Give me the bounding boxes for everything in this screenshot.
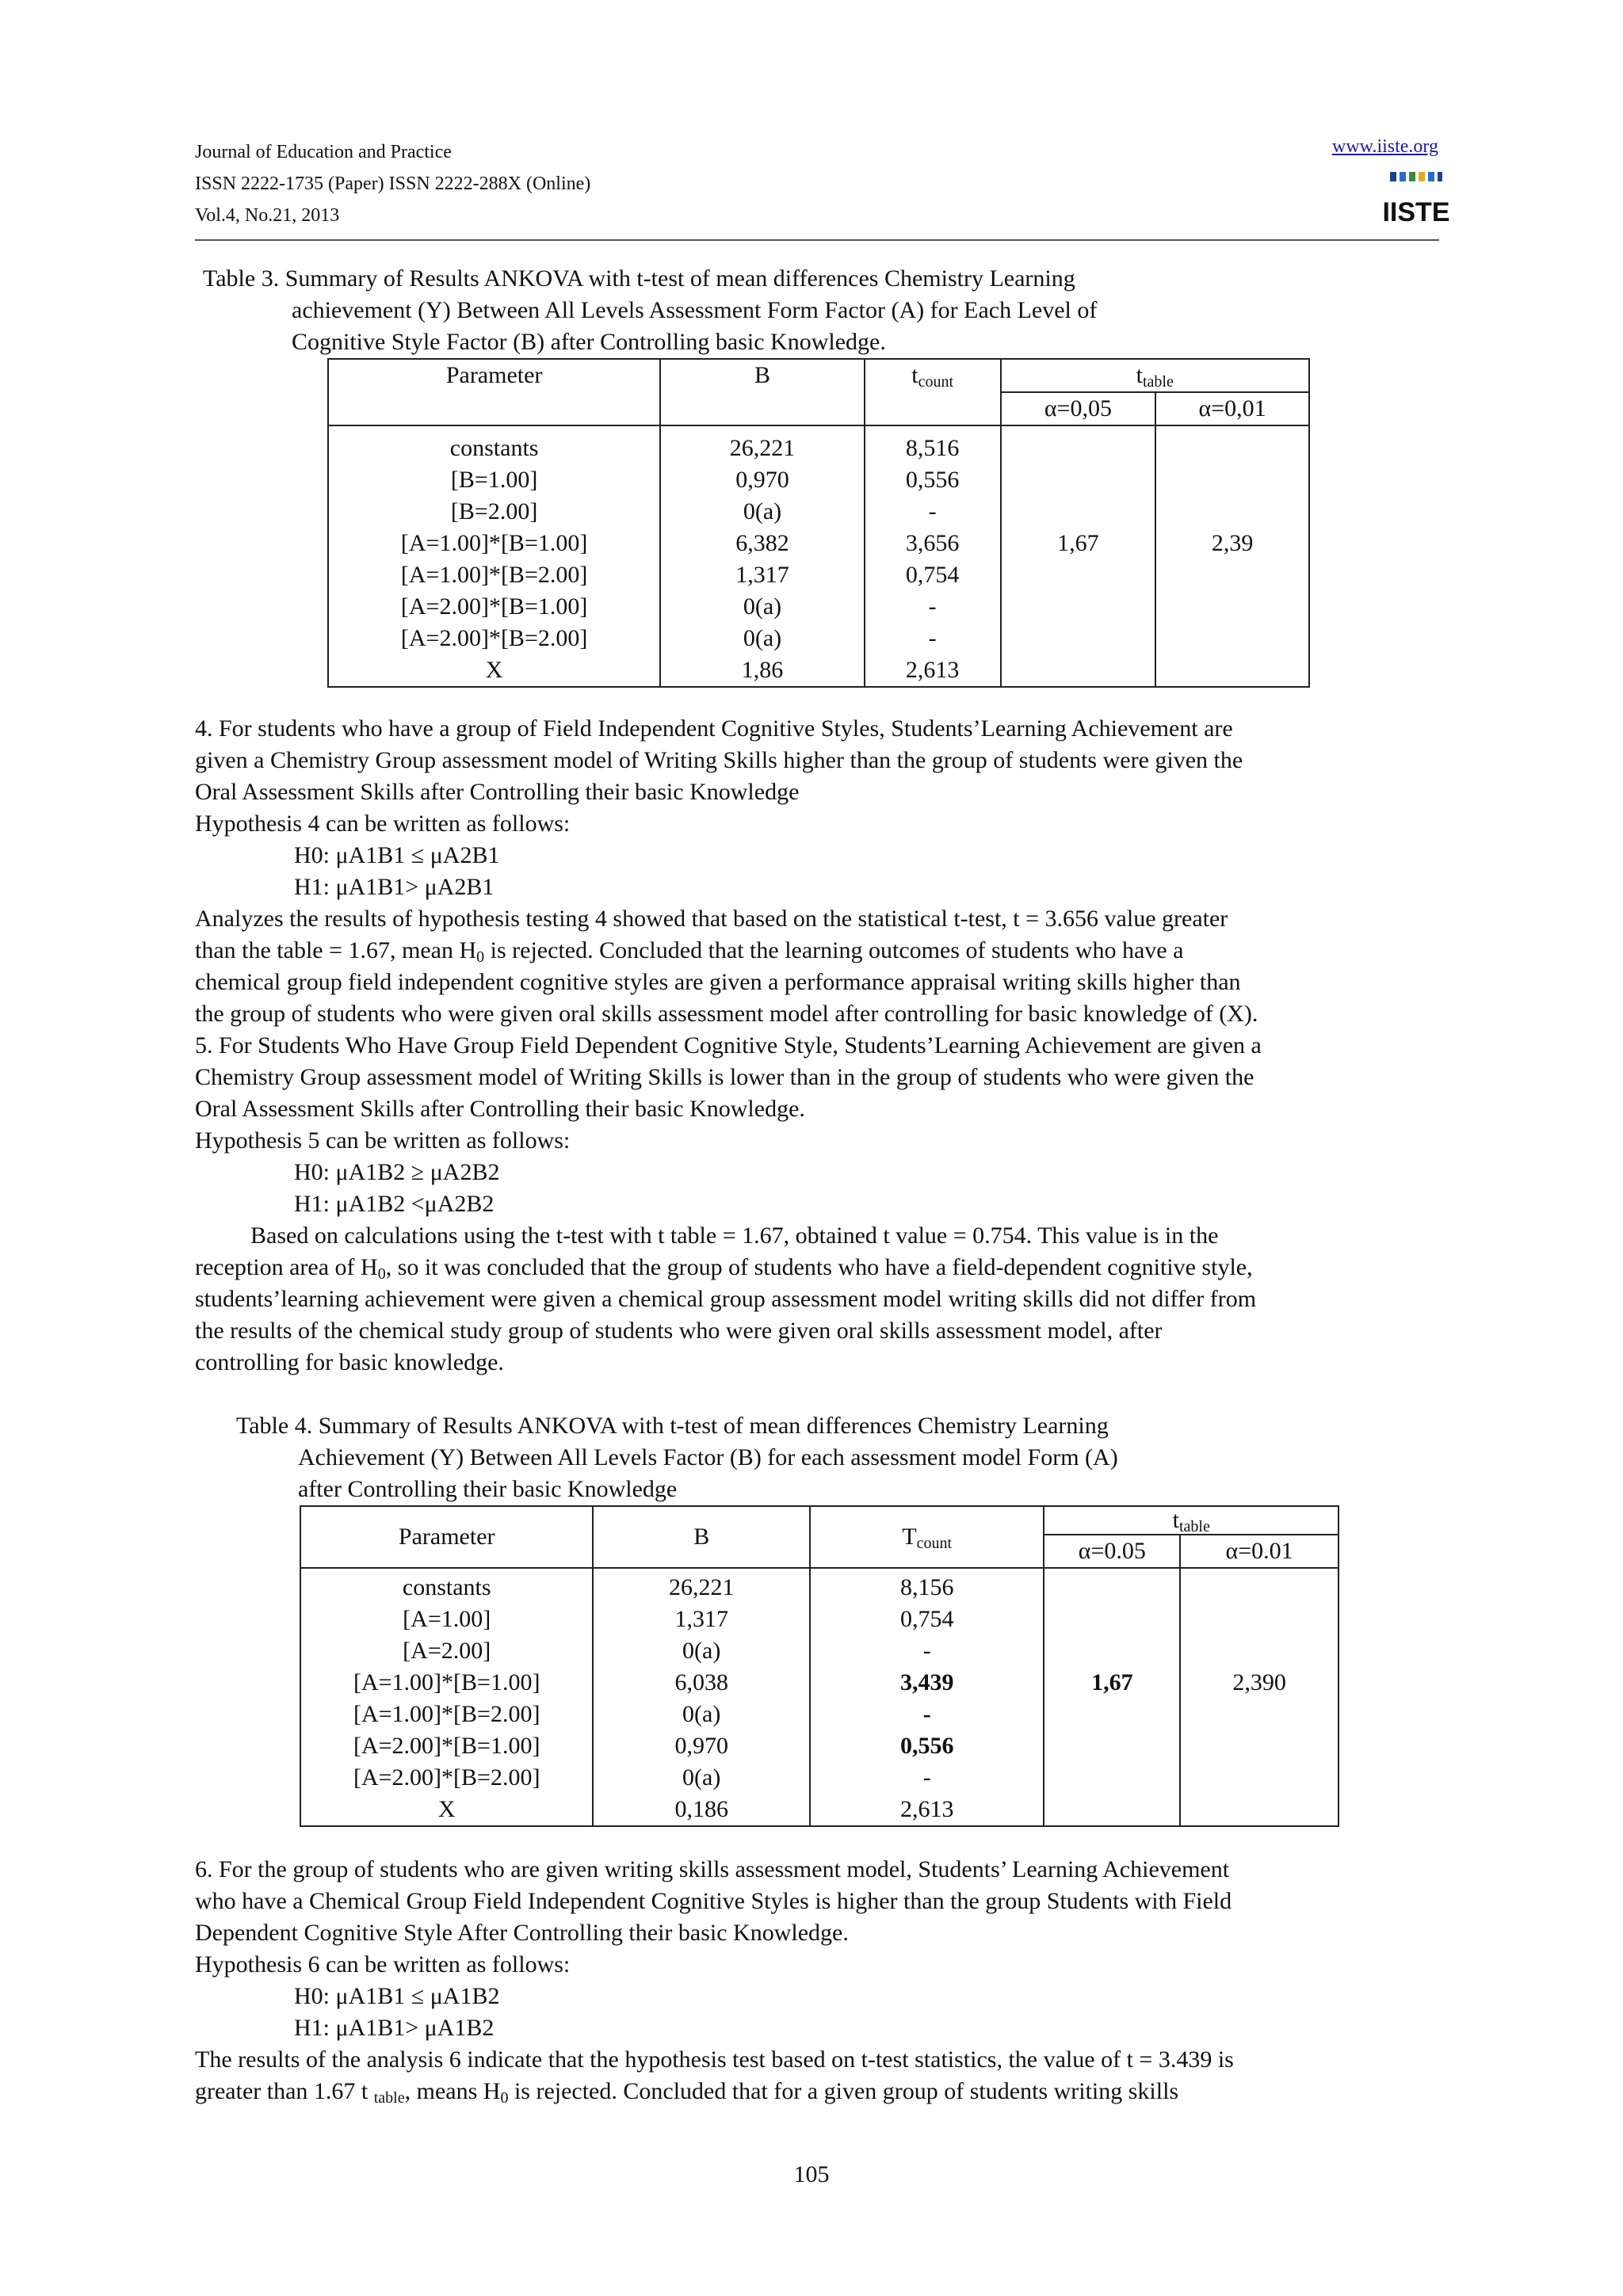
journal-volume: Vol.4, No.21, 2013 xyxy=(195,205,340,226)
table4-header-alpha01: α=0.01 xyxy=(1180,1535,1338,1568)
section5-paragraph: 5. For Students Who Have Group Field Dependent Cognitive Style, Students’Learning Achievement are given a Chemistry Group assessment model of Writing Skills is lower than in the group of students who were given the Oral Assessment Skills after Controlling their basic Knowledge. Hypothesis 5 can be written as follows: H0: μA1B2 ≥ μA2B2 H1: μA1B2 <μA2B2 Based on calculations using the t-test with t table = 1.67, obtained t value = 0.754. This value is in the reception area of $H_0$, so it was concluded that the group of students who have a field-dependent cognitive style, students’learning achievement were given a chemical group assessment model writing skills did not differ from the results of the chemical study group of students who were given oral skills assessment model, after controlling for basic knowledge. xyxy=(195,1032,1262,1375)
table4-tcount-values: 8,156 0,754 - 3,439 - 0,556 - 2,613 xyxy=(810,1568,1044,1826)
table4-header-ttable: $t_{table}$ xyxy=(1044,1506,1338,1535)
table4-b-values: 26,221 1,317 0(a) 6,038 0(a) 0,970 0(a) 0,186 xyxy=(593,1568,810,1826)
table4-ttable-01-value: 2,390 xyxy=(1180,1568,1338,1826)
table4-caption-line2: Achievement (Y) Between All Levels Factor (B) for each assessment model Form (A) xyxy=(298,1444,1118,1470)
section5-h0: H0: μA1B2 ≥ μA2B2 xyxy=(294,1159,500,1185)
table4-header-tcount: $T_{count}$ xyxy=(810,1506,1044,1568)
section4-paragraph: 4. For students who have a group of Field Independent Cognitive Styles, Students’Learning Achievement are given a Chemistry Group assessment model of Writing Skills higher than the group of students were given the Oral Assessment Skills after Controlling their basic Knowledge Hypothesis 4 can be written as follows: H0: μA1B1 ≤ μA2B1 H1: μA1B1> μA2B1 Analyzes the results of hypothesis testing 4 showed that based on the statistical t-test, t = 3.656 value greater than the table = 1.67, mean $H_0$ is rejected. Concluded that the learning outcomes of students who have a chemical group field independent cognitive styles are given a performance appraisal writing skills higher than the group of students who were given oral skills assessment model after controlling for basic knowledge of (X). xyxy=(195,715,1258,1027)
table4-parameters: constants [A=1.00] [A=2.00] [A=1.00]*[B=1.00] [A=1.00]*[B=2.00] [A=2.00]*[B=1.00] [A=2.00]*[B=2.00] X xyxy=(300,1568,593,1826)
section4-h1: H1: μA1B1> μA2B1 xyxy=(294,874,495,900)
table4-caption-line3: after Controlling their basic Knowledge xyxy=(298,1476,678,1502)
journal-url-link[interactable]: www.iiste.org xyxy=(1332,136,1438,157)
table3-tcount-values: 8,516 0,556 - 3,656 0,754 - - 2,613 xyxy=(865,425,1001,687)
table3-caption-line2: achievement (Y) Between All Levels Assessment Form Factor (A) for Each Level of xyxy=(292,297,1098,323)
svg-text:IISTE: IISTE xyxy=(1382,197,1450,227)
section6-hypothesis-intro: Hypothesis 6 can be written as follows: xyxy=(195,1951,571,1978)
table3-header-tcount: $t_{count}$ xyxy=(865,359,1001,425)
table3-header-parameter: Parameter xyxy=(328,359,660,425)
page-number: 105 xyxy=(793,2161,830,2187)
section6-paragraph: 6. For the group of students who are given writing skills assessment model, Students’ Learning Achievement who have a Chemical Group Field Independent Cognitive Styles is higher than the group Students with Field Dependent Cognitive Style After Controlling their basic Knowledge. Hypothesis 6 can be written as follows: H0: μA1B1 ≤ μA1B2 H1: μA1B1> μA1B2 The results of the analysis 6 indicate that the hypothesis test based on t-test statistics, the value of t = 3.439 is greater than 1.67 t $_{table}$, means $H_0$ is rejected. Concluded that for a given group of students writing skills xyxy=(195,1856,1234,2107)
section6-h0: H0: μA1B1 ≤ μA1B2 xyxy=(294,1983,500,2009)
table3-header-alpha05: α=0,05 xyxy=(1001,392,1156,425)
iiste-logo xyxy=(1382,169,1450,227)
table3-header-ttable: $t_{table}$ xyxy=(1001,359,1309,392)
journal-issn: ISSN 2222-1735 (Paper) ISSN 2222-288X (Online) xyxy=(195,174,591,194)
section4-h0: H0: μA1B1 ≤ μA2B1 xyxy=(294,842,500,868)
table4-header-b: B xyxy=(593,1506,810,1568)
table3-header-alpha01: α=0,01 xyxy=(1155,392,1309,425)
table3-header-b: B xyxy=(660,359,865,425)
table3-ttable-01-value: 2,39 xyxy=(1155,425,1309,687)
table4-ttable-05-value: 1,67 xyxy=(1044,1568,1180,1826)
section4-hypothesis-intro: Hypothesis 4 can be written as follows: xyxy=(195,810,571,837)
section5-h1: H1: μA1B2 <μA2B2 xyxy=(294,1191,495,1217)
table4-header-parameter: Parameter xyxy=(300,1506,593,1568)
section6-h1: H1: μA1B1> μA1B2 xyxy=(294,2015,495,2041)
table4-header-alpha05: α=0.05 xyxy=(1044,1535,1180,1568)
table3 xyxy=(327,358,1310,688)
table4 xyxy=(300,1505,1339,1827)
table3-b-values: 26,221 0,970 0(a) 6,382 1,317 0(a) 0(a) 1,86 xyxy=(660,425,865,687)
table3-caption-line3: Cognitive Style Factor (B) after Controlling basic Knowledge. xyxy=(292,329,886,355)
header-rule xyxy=(195,239,1439,241)
journal-name: Journal of Education and Practice xyxy=(195,142,452,162)
table4-caption-line1: Table 4. Summary of Results ANKOVA with t-test of mean differences Chemistry Learning xyxy=(236,1413,1109,1439)
section5-hypothesis-intro: Hypothesis 5 can be written as follows: xyxy=(195,1127,571,1154)
table3-ttable-05-value: 1,67 xyxy=(1001,425,1156,687)
table3-parameters: constants [B=1.00] [B=2.00] [A=1.00]*[B=1.00] [A=1.00]*[B=2.00] [A=2.00]*[B=1.00] [A=2.00]*[B=2.00] X xyxy=(328,425,660,687)
table3-caption-line1: Table 3. Summary of Results ANKOVA with t-test of mean differences Chemistry Learning xyxy=(203,265,1075,292)
